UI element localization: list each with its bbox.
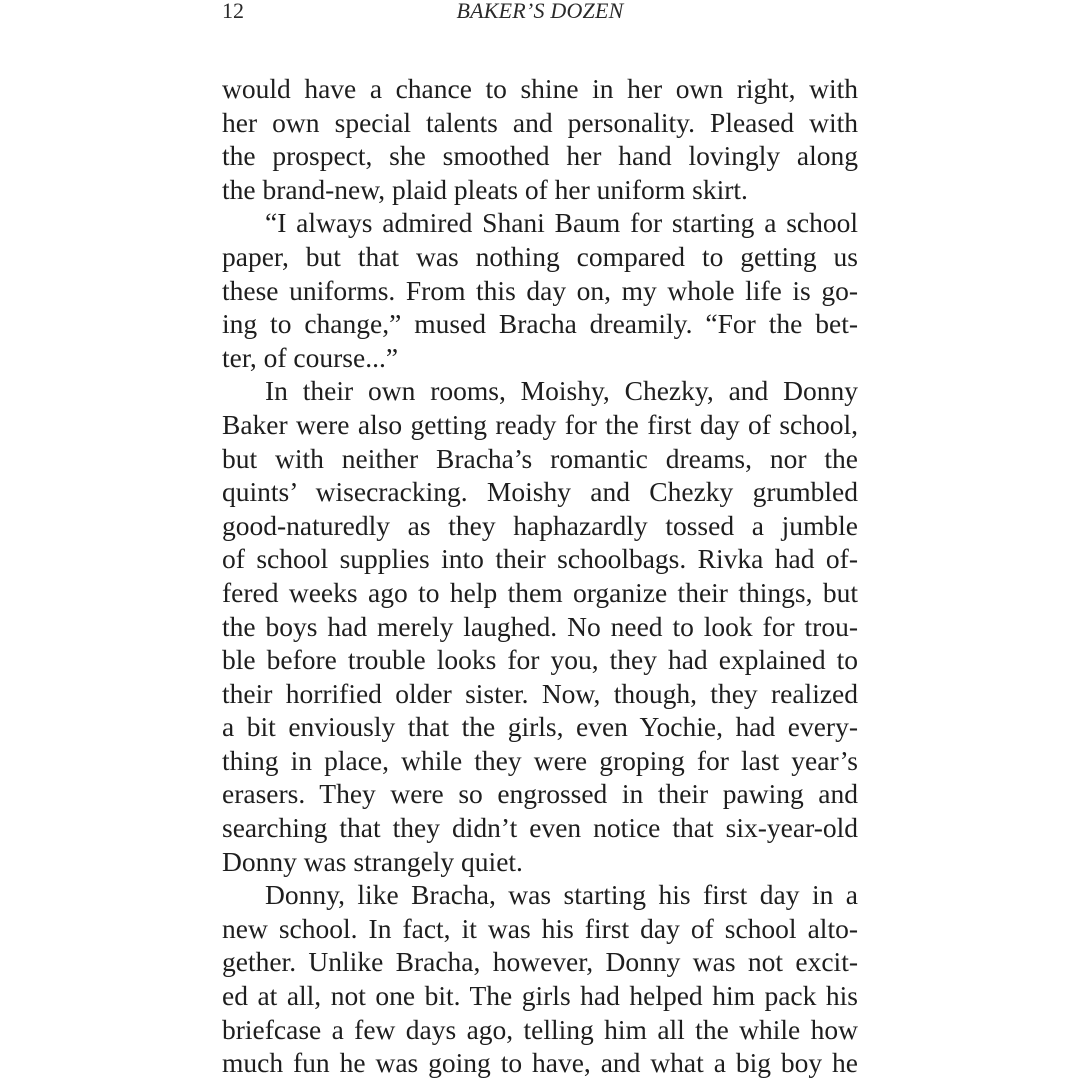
- text-line: ter, of course...”: [222, 341, 399, 373]
- text-line: of school supplies into their schoolbags. Rivka had of-: [222, 543, 858, 575]
- text-line: would have a chance to shine in her own right, with: [222, 73, 858, 104]
- text-line: good-naturedly as they haphazardly tossed a jumble: [222, 509, 858, 541]
- text-line: Donny, like Bracha, was starting his first day in a: [265, 879, 858, 911]
- text-line: Donny was strangely quiet.: [222, 845, 523, 877]
- text-line: the brand-new, plaid pleats of her uniform skirt.: [222, 173, 748, 205]
- text-line: “I always admired Shani Baum for starting a school: [265, 207, 858, 239]
- text-line: but with neither Bracha’s romantic dreams, nor the: [222, 442, 858, 474]
- page-number: 12: [222, 0, 244, 23]
- running-title: BAKER’S DOZEN: [456, 0, 624, 23]
- text-line: quints’ wisecracking. Moishy and Chezky grumbled: [222, 476, 858, 508]
- text-line: paper, but that was nothing compared to getting us: [222, 240, 858, 272]
- text-line: erasers. They were so engrossed in their pawing and: [222, 778, 858, 810]
- body-text: [222, 72, 858, 1080]
- text-line: the prospect, she smoothed her hand lovingly along: [222, 140, 858, 172]
- text-line: gether. Unlike Bracha, however, Donny was not excit-: [222, 946, 858, 978]
- text-line: In their own rooms, Moishy, Chezky, and Donny: [265, 375, 858, 407]
- running-head: [222, 0, 858, 26]
- text-line: new school. In fact, it was his first day of school alto-: [222, 912, 858, 944]
- text-line: these uniforms. From this day on, my whole life is go-: [222, 274, 858, 306]
- text-line: searching that they didn’t even notice that six-year-old: [222, 812, 858, 844]
- text-line: her own special talents and personality. Pleased with: [222, 106, 858, 138]
- text-line: Baker were also getting ready for the first day of school,: [222, 408, 858, 440]
- text-line: a bit enviously that the girls, even Yochie, had every-: [222, 711, 858, 743]
- text-line: ble before trouble looks for you, they had explained to: [222, 644, 858, 676]
- text-line: briefcase a few days ago, telling him all the while how: [222, 1013, 858, 1045]
- text-line: ing to change,” mused Bracha dreamily. “For the bet-: [222, 308, 858, 340]
- text-line: fered weeks ago to help them organize their things, but: [222, 576, 858, 608]
- text-line: ed at all, not one bit. The girls had helped him pack his: [222, 980, 858, 1012]
- text-line: much fun he was going to have, and what a big boy he: [222, 1047, 858, 1079]
- text-line: their horrified older sister. Now, though, they realized: [222, 677, 858, 709]
- text-line: thing in place, while they were groping for last year’s: [222, 744, 858, 776]
- text-line: the boys had merely laughed. No need to look for trou-: [222, 610, 858, 642]
